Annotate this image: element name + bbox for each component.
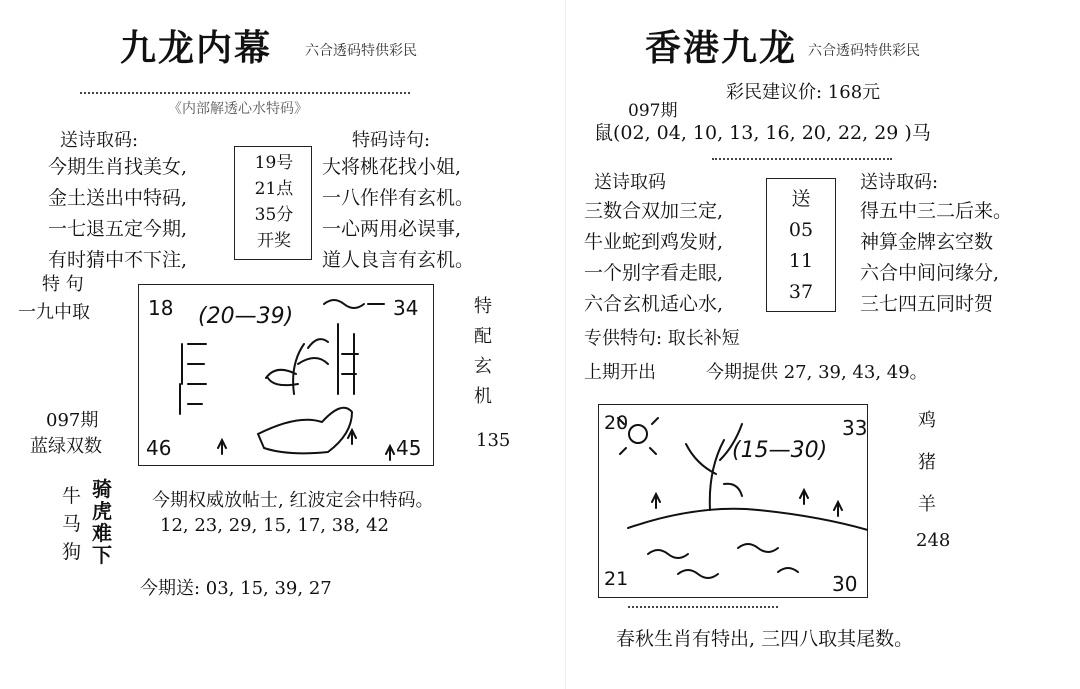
side-char: 机 <box>474 386 492 407</box>
right-subtitle: 六合透码特供彩民 <box>808 43 920 59</box>
box-line: 11 <box>788 250 814 272</box>
right-corner-bl: 21 <box>604 568 629 590</box>
left-authority-line: 今期权威放帖士, 红波定会中特码。 <box>152 490 434 511</box>
left-special-sentence-label: 特 句 <box>42 274 84 295</box>
left-issue-hint: 蓝绿双数 <box>30 436 102 457</box>
left-poem-left <box>48 152 187 276</box>
animal: 狗 <box>62 541 82 563</box>
box-line: 05 <box>788 219 814 241</box>
animal: 牛 <box>62 485 82 507</box>
left-special-sentence: 一九中取 <box>18 302 90 323</box>
left-title: 九龙内幕 <box>120 27 273 69</box>
right-sketch <box>598 404 868 598</box>
right-corner-tr: 33 <box>842 416 868 440</box>
left-poem-left-heading: 送诗取码: <box>60 130 139 151</box>
poem-line: 三七四五同时贺 <box>860 293 994 315</box>
box-line: 35分 <box>254 205 294 225</box>
box-line: 19号 <box>254 153 294 173</box>
side-char: 猪 <box>918 452 936 473</box>
right-rat-line: 鼠(02, 04, 10, 13, 16, 20, 22, 29 )马 <box>594 122 931 144</box>
poem-line: 得五中三二后来。 <box>860 200 1013 222</box>
box-line: 送 <box>791 188 811 210</box>
poem-line: 牛业蛇到鸡发财, <box>584 231 724 253</box>
poem-line: 神算金牌玄空数 <box>860 231 994 253</box>
animal: 马 <box>62 513 82 535</box>
poem-line: 六合中间问缘分, <box>860 262 1000 284</box>
poem-line: 金土送出中特码, <box>48 187 188 209</box>
right-dotted-rule <box>712 158 892 160</box>
left-side-vertical <box>474 292 492 412</box>
bold-char: 下 <box>92 543 112 567</box>
left-poem-right <box>322 152 474 276</box>
left-poem-right-heading: 特码诗句: <box>352 130 431 151</box>
right-last-issue-label: 上期开出 <box>584 362 656 383</box>
poem-line: 道人良言有玄机。 <box>322 249 475 271</box>
right-corner-tl: 20 <box>604 412 629 434</box>
right-side-vertical <box>918 400 936 526</box>
right-price: 彩民建议价: 168元 <box>726 82 881 103</box>
right-poem-right <box>860 196 1012 320</box>
bold-char: 虎 <box>92 499 112 523</box>
poem-line: 一八作伴有玄机。 <box>322 187 475 209</box>
left-today-send: 今期送: 03, 15, 39, 27 <box>140 578 332 599</box>
poem-line: 今期生肖找美女, <box>48 156 188 178</box>
left-subheading: 《内部解透心水特码》 <box>168 101 308 117</box>
left-side-number: 135 <box>476 430 511 451</box>
poem-line: 一心两用必误事, <box>322 218 462 240</box>
left-issue-label: 097期 <box>46 410 99 431</box>
right-range-note: (15—30) <box>732 438 828 463</box>
left-corner-tr: 34 <box>393 296 419 320</box>
left-animals <box>62 482 81 566</box>
left-range-note: (20—39) <box>198 304 294 329</box>
left-corner-br: 45 <box>396 436 422 460</box>
right-special-line: 专供特句: 取长补短 <box>584 328 740 349</box>
bold-char: 难 <box>92 521 112 545</box>
bold-char: 骑 <box>92 477 112 501</box>
side-char: 配 <box>474 326 492 347</box>
right-title: 香港九龙 <box>645 27 798 69</box>
box-line: 21点 <box>254 179 294 199</box>
side-char: 玄 <box>474 356 492 377</box>
box-line: 37 <box>788 281 814 303</box>
right-bottom-dotted-rule <box>628 606 778 608</box>
right-corner-br: 30 <box>832 572 858 596</box>
poem-line: 一七退五定今期, <box>48 218 188 240</box>
left-sketch <box>138 284 434 466</box>
side-char: 羊 <box>918 494 936 515</box>
side-char: 鸡 <box>918 410 936 431</box>
right-provide-line: 今期提供 27, 39, 43, 49。 <box>706 362 928 383</box>
poem-line: 有时猜中不下注, <box>48 249 188 271</box>
right-footer: 春秋生肖有特出, 三四八取其尾数。 <box>616 628 914 650</box>
poem-line: 三数合双加三定, <box>584 200 724 222</box>
left-authority-numbers: 12, 23, 29, 15, 17, 38, 42 <box>160 515 389 536</box>
poem-line: 六合玄机适心水, <box>584 293 724 315</box>
box-line: 开奖 <box>257 231 291 251</box>
side-char: 特 <box>474 296 492 317</box>
right-send-numbers <box>768 184 834 308</box>
center-divider <box>565 0 566 689</box>
left-corner-tl: 18 <box>148 296 174 320</box>
left-corner-bl: 46 <box>146 436 172 460</box>
left-dotted-rule <box>80 92 410 94</box>
right-side-number: 248 <box>916 530 951 551</box>
right-poem-right-heading: 送诗取码: <box>860 172 939 193</box>
left-bold-phrase <box>92 478 112 566</box>
poem-line: 大将桃花找小姐, <box>322 156 462 178</box>
right-poem-left <box>584 196 723 320</box>
right-issue-label: 097期 <box>628 101 678 121</box>
poem-line: 一个别字看走眼, <box>584 262 724 284</box>
left-draw-time <box>238 150 310 254</box>
right-poem-left-heading: 送诗取码 <box>594 172 666 193</box>
left-subtitle: 六合透码特供彩民 <box>305 43 417 59</box>
